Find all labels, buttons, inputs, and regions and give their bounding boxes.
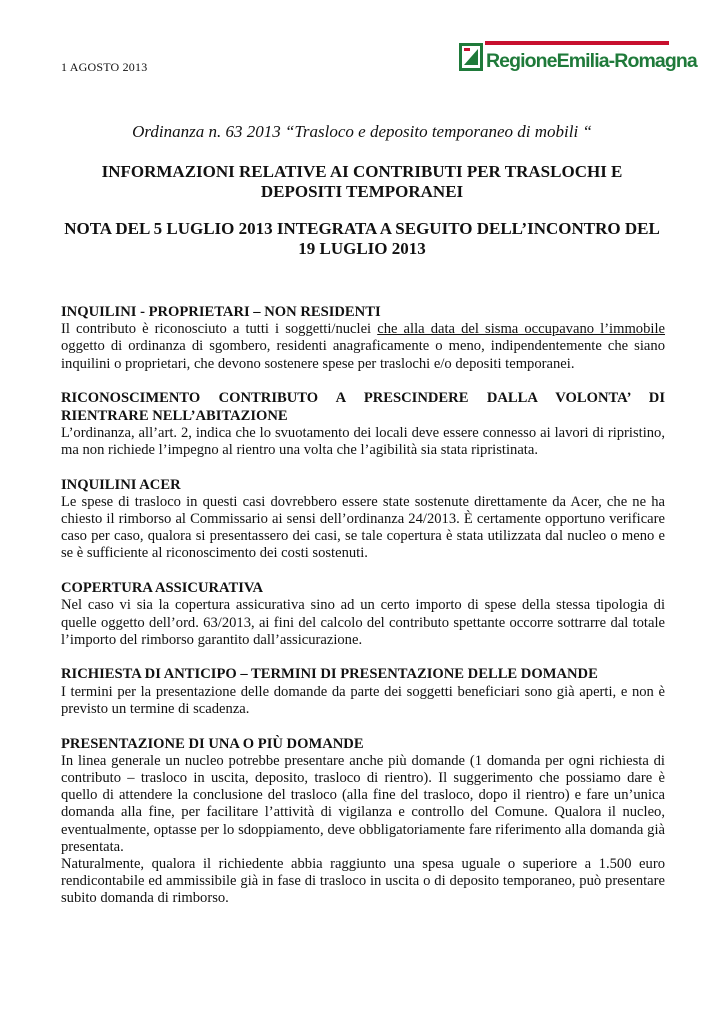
paragraph-text: oggetto di ordinanza di sgombero, residenti anagraficamente o meno, indipendentemente che siano inquilini o proprietari, che devono sostenere spese per traslochi e/o depositi temporanei.	[61, 338, 665, 372]
section-richiesta-anticipo	[61, 666, 665, 718]
note-heading: NOTA DEL 5 LUGLIO 2013 INTEGRATA A SEGUITO DELL’INCONTRO DEL 19 LUGLIO 2013	[64, 219, 660, 258]
section-inquilini-proprietari	[61, 304, 665, 373]
section-heading: INQUILINI - PROPRIETARI – NON RESIDENTI	[61, 304, 381, 320]
section-paragraph: In linea generale un nucleo potrebbe presentare anche più domande (1 domanda per ogni richiesta di contributo – trasloco in uscita, deposito, trasloco di rientro). Il suggerimento che possiamo dare è quello di attendere la conclusione del trasloco (alla fine del trasloco, dopo il rientro) e fare un’unica domanda alla fine, per facilitare l’attività di vigilanza e controllo del Comune. Qualora il nucleo, eventualmente, optasse per lo sdoppiamento, deve obbligatoriamente fare riferimento alla domanda già presentata.	[61, 752, 665, 855]
logo-text: RegioneEmilia-Romagna	[486, 50, 697, 72]
logo-red-bar	[485, 41, 669, 45]
section-paragraph: Nel caso vi sia la copertura assicurativa sino ad un certo importo di spese della stessa tipologia di quelle oggetto dell’ord. 63/2013, ai fini del calcolo del contributo spettante occorre sottrarre dal totale l’importo del rimborso garantito dall’assicurazione.	[61, 597, 665, 648]
section-heading: PRESENTAZIONE DI UNA O PIÙ DOMANDE	[61, 735, 364, 752]
section-paragraph: L’ordinanza, all’art. 2, indica che lo svuotamento dei locali deve essere connesso ai lavori di ripristino, ma non richiede l’impegno al rientro una volta che l’agibilità sia stata ripristinata.	[61, 424, 665, 458]
section-paragraph: Le spese di trasloco in questi casi dovrebbero essere state sostenute direttamente da Acer, che ne ha chiesto il rimborso al Commissario ai sensi dell’ordinanza 24/2013. È certamente opportuno verificare caso per caso, qualora si presentassero dei casi, se tale copertura è stata utilizzata dal nucleo o meno e se è sufficiente al riconoscimento dei costi sostenuti.	[61, 493, 665, 562]
section-heading: RICONOSCIMENTO CONTRIBUTO A PRESCINDERE DALLA VOLONTA’ DI RIENTRARE NELL’ABITAZIONE	[61, 390, 665, 424]
section-heading: INQUILINI ACER	[61, 476, 181, 493]
section-presentazione-domande	[61, 736, 665, 908]
section-heading: RICHIESTA DI ANTICIPO – TERMINI DI PRESENTAZIONE DELLE DOMANDE	[61, 666, 598, 683]
regione-emilia-romagna-logo	[459, 41, 697, 75]
logo-emblem-icon	[459, 43, 483, 71]
underlined-text: che alla data del sisma occupavano l’immobile	[377, 321, 665, 338]
main-heading: INFORMAZIONI RELATIVE AI CONTRIBUTI PER TRASLOCHI E DEPOSITI TEMPORANEI	[101, 162, 623, 201]
section-paragraph	[61, 321, 665, 373]
section-inquilini-acer	[61, 477, 665, 563]
paragraph-text: Il contributo è riconosciuto a tutti i soggetti/nuclei	[61, 321, 378, 338]
ordinance-title: Ordinanza n. 63 2013 “Trasloco e deposito temporaneo di mobili “	[132, 122, 592, 141]
document-body	[61, 304, 665, 925]
section-copertura-assicurativa	[61, 580, 665, 649]
section-heading: COPERTURA ASSICURATIVA	[61, 580, 264, 597]
section-paragraph: I termini per la presentazione delle domande da parte dei soggetti beneficiari sono già aperti, e non è previsto un termine di scadenza.	[61, 683, 665, 717]
section-riconoscimento-contributo	[61, 390, 665, 459]
document-date: 1 AGOSTO 2013	[61, 60, 148, 74]
section-paragraph: Naturalmente, qualora il richiedente abbia raggiunto una spesa uguale o superiore a 1.500 euro rendicontabile ed ammissibile già in fase di trasloco in uscita o di deposito temporaneo, può presentare subito domanda di rimborso.	[61, 855, 665, 907]
